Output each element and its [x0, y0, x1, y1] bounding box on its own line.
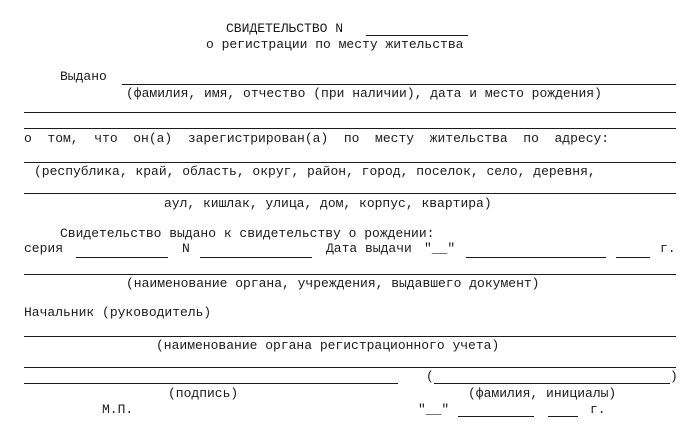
name-open-paren: (: [426, 369, 434, 384]
registration-statement: о том, что он(а) зарегистрирован(а) по месту жительства по адресу:: [24, 131, 610, 146]
issue-year-line: [616, 257, 650, 258]
sign-year-line: [548, 416, 578, 417]
issue-date-day: "__": [424, 241, 456, 256]
address-caption-1: (республика, край, область, округ, район, город, поселок, село, деревня,: [34, 164, 596, 179]
issuing-authority-caption: (наименование органа, учреждения, выдавшего документ): [126, 276, 540, 291]
name-close-paren: ): [670, 369, 678, 384]
certificate-number-line: [366, 35, 468, 36]
stamp-label: М.П.: [102, 402, 134, 417]
signature-line: [24, 383, 398, 384]
issued-name-line: [122, 84, 676, 85]
name-caption: (фамилия, инициалы): [468, 386, 617, 401]
issued-line-3: [24, 128, 676, 129]
series-line: [76, 257, 168, 258]
address-line-2: [24, 193, 676, 194]
sign-year-suffix: г.: [590, 402, 606, 417]
authority-line-2: [24, 367, 676, 368]
issuing-authority-line: [24, 274, 676, 275]
birth-cert-intro: Свидетельство выдано к свидетельству о рождении:: [60, 226, 435, 241]
issue-month-line: [466, 257, 606, 258]
series-label: серия: [24, 241, 64, 256]
name-line: [434, 383, 670, 384]
number-line: [200, 257, 312, 258]
issued-caption: (фамилия, имя, отчество (при наличии), дата и место рождения): [126, 86, 602, 101]
issue-year-suffix: г.: [660, 241, 676, 256]
signature-caption: (подпись): [168, 386, 239, 401]
document-title: СВИДЕТЕЛЬСТВО N: [226, 21, 344, 36]
registration-authority-line: [24, 336, 676, 337]
issue-date-label: Дата выдачи: [326, 241, 412, 256]
document-subtitle: о регистрации по месту жительства: [206, 37, 464, 52]
issued-line-2: [24, 112, 676, 113]
registration-authority-caption: (наименование органа регистрационного учета): [156, 338, 500, 353]
head-label: Начальник (руководитель): [24, 305, 212, 320]
sign-month-line: [458, 416, 534, 417]
address-caption-2: аул, кишлак, улица, дом, корпус, квартира): [164, 196, 492, 211]
address-line-1: [24, 162, 676, 163]
number-label: N: [182, 241, 190, 256]
sign-date-day: "__": [418, 402, 450, 417]
issued-label: Выдано: [60, 69, 107, 84]
